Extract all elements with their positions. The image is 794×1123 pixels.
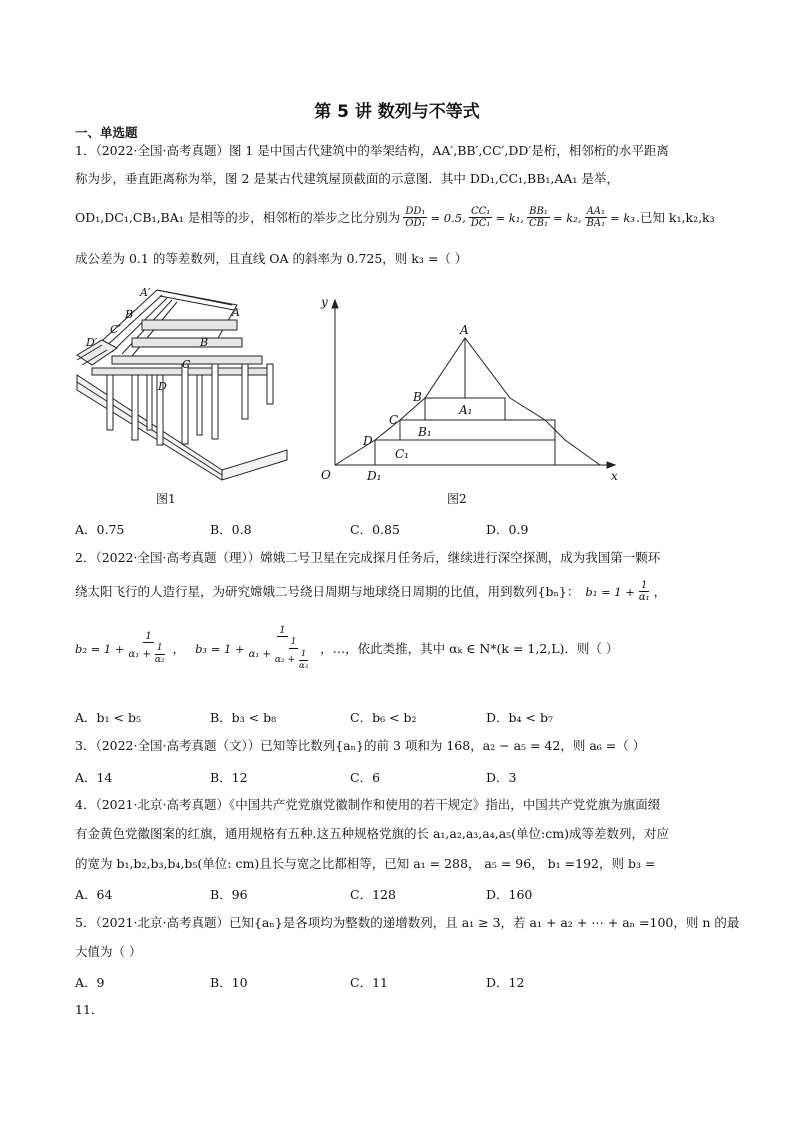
q5-line2: 大值为（ ） (75, 944, 142, 959)
q2-option-c[interactable]: C．b₆ < b₂ (350, 710, 417, 725)
q2-option-d[interactable]: D．b₄ < b₇ (486, 710, 553, 725)
q3-option-a[interactable]: A．14 (75, 770, 113, 785)
fig1-label-a-prime: A′ (140, 286, 151, 299)
q5-option-c[interactable]: C．11 (350, 975, 388, 990)
q4-line1: 4．（2021·北京·高考真题）《中国共产党党旗党徽制作和使用的若干规定》指出，中国共产党党旗为旗面缀 (75, 797, 661, 812)
q3-line1: 3．（2022·全国·高考真题（文））已知等比数列{aₙ}的前 3 项和为 168，a₂ − a₅ = 42，则 a₆ =（ ） (75, 738, 646, 753)
q5-option-a[interactable]: A．9 (75, 975, 105, 990)
q1-line3: OD₁,DC₁,CB₁,BA₁ 是相等的步，相邻桁的举步之比分别为 $\frac{\text{DD₁}}{\text{OD₁}}$ = 0.5, $\frac{\text{CC₁}}{\text{DC₁}}$ = k₁, $\frac{\text{BB₁}}{\text{CB₁}}$ = k₂, $\frac{\text{AA₁}}{\text{BA₁}}$ = k₃ .已知 k₁,k₂,k₃ (75, 206, 715, 229)
figure-1-roof-structure (72, 280, 292, 485)
q4-option-b[interactable]: B．96 (210, 887, 248, 902)
q11-number: 11． (75, 1002, 104, 1017)
fraction-b2: 1 α₁ + $\frac{1}{\text{α₂}}$ (128, 631, 165, 665)
fig2-label-c: C (389, 413, 399, 427)
page-title: 第 5 讲 数列与不等式 (314, 102, 480, 122)
q1-line3-post: .已知 k₁,k₂,k₃ (635, 209, 715, 225)
q4-line3: 的宽为 b₁,b₂,b₃,b₄,b₅(单位: cm)且长与宽之比都相等，已知 a₁ = 288， a₅ = 96， b₁ =192，则 b₃ = (75, 856, 656, 871)
q1-line1: 1．（2022·全国·高考真题）图 1 是中国古代建筑中的举架结构，AA′,BB′,CC′,DD′是桁，相邻桁的水平距离 (75, 143, 669, 158)
q1-option-d[interactable]: D．0.9 (486, 522, 529, 537)
figure-2-roof-section (315, 290, 625, 485)
q1-line4: 成公差为 0.1 的等差数列，且直线 OA 的斜率为 0.725，则 k₃ =（ ） (75, 251, 468, 266)
fig2-label-b: B (413, 390, 422, 404)
figure-2-caption: 图2 (447, 492, 467, 506)
q4-line2: 有金黄色党徽图案的红旗，通用规格有五种.这五种规格党旗的长 a₁,a₂,a₃,a₄,a₅(单位:cm)成等差数列，对应 (75, 826, 669, 841)
fraction-b3: 1 α₁ + 1 α₂ + $\frac{1}{\text{α₃}}$ (248, 625, 309, 671)
q2-line1: 2．（2022·全国·高考真题（理））嫦娥二号卫星在完成探月任务后，继续进行深空探测，成为我国第一颗环 (75, 550, 661, 565)
fig1-label-d: D (158, 380, 167, 393)
q1-line2: 称为步，垂直距离称为举，图 2 是某古代建筑屋顶截面的示意图．其中 DD₁,CC₁,BB₁,AA₁ 是举， (75, 171, 619, 186)
q5-line1: 5．（2021·北京·高考真题）已知{aₙ}是各项均为整数的递增数列，且 a₁ ≥ 3，若 a₁ + a₂ + ⋯ + aₙ =100，则 n 的最 (75, 915, 740, 930)
figure-1-caption: 图1 (156, 492, 176, 506)
q1-option-c[interactable]: C．0.85 (350, 522, 400, 537)
fig2-label-a: A (460, 323, 469, 337)
q4-option-a[interactable]: A．64 (75, 887, 113, 902)
fraction-bb1: $\frac{\text{BB₁}}{\text{CB₁}}$ (528, 206, 548, 229)
fig2-label-c1: C₁ (395, 447, 409, 461)
fig2-label-o: O (321, 468, 331, 482)
fraction-b1: $\frac{1}{\text{α₁}}$ (638, 580, 650, 603)
q1-option-a[interactable]: A．0.75 (75, 522, 125, 537)
q4-option-d[interactable]: D．160 (486, 887, 533, 902)
fig1-label-a: A (232, 306, 240, 319)
fig1-label-b-prime: B′ (125, 308, 136, 321)
fig2-label-x: x (611, 469, 618, 483)
q3-option-c[interactable]: C．6 (350, 770, 381, 785)
q2-line2: 绕太阳飞行的人造行星，为研究嫦娥二号绕日周期与地球绕日周期的比值，用到数列{bₙ}： b₁ = 1 + $\frac{1}{\text{α₁}}$ ， (75, 580, 667, 603)
q1-option-b[interactable]: B．0.8 (210, 522, 252, 537)
q1-line3-pre: OD₁,DC₁,CB₁,BA₁ 是相等的步，相邻桁的举步之比分别为 (75, 209, 401, 225)
q5-option-b[interactable]: B．10 (210, 975, 248, 990)
fig1-label-c: C (182, 358, 191, 371)
q3-option-d[interactable]: D．3 (486, 770, 517, 785)
fraction-dd1: $\frac{\text{DD₁}}{\text{OD₁}}$ (405, 206, 426, 229)
fig2-label-d: D (363, 434, 373, 448)
q3-option-b[interactable]: B．12 (210, 770, 248, 785)
fig2-label-b1: B₁ (418, 425, 432, 439)
fig2-label-y: y (321, 295, 328, 309)
fig2-label-d1: D₁ (367, 469, 382, 483)
fig1-label-d-prime: D′ (86, 336, 98, 349)
q4-option-c[interactable]: C．128 (350, 887, 396, 902)
q5-option-d[interactable]: D．12 (486, 975, 525, 990)
q2-line3: b₂ = 1 + 1 α₁ + $\frac{1}{\text{α₂}}$ ， b₃ = 1 + 1 α₁ + 1 α₂ + $\frac{1}{\text{α₃}}$ ，…，依此类推，其中 αₖ ∈ N*(k = 1,2,L)．则（ ） (75, 625, 619, 671)
fraction-cc1: $\frac{\text{CC₁}}{\text{DC₁}}$ (470, 206, 491, 229)
fig1-label-c-prime: C′ (110, 323, 121, 336)
q2-option-b[interactable]: B．b₃ < b₈ (210, 710, 277, 725)
section-heading: 一、单选题 (75, 125, 138, 140)
fraction-aa1: $\frac{\text{AA₁}}{\text{BA₁}}$ (586, 206, 606, 229)
fig1-label-b: B (200, 336, 209, 349)
fig2-label-a1: A₁ (459, 403, 473, 417)
q2-option-a[interactable]: A．b₁ < b₅ (75, 710, 141, 725)
